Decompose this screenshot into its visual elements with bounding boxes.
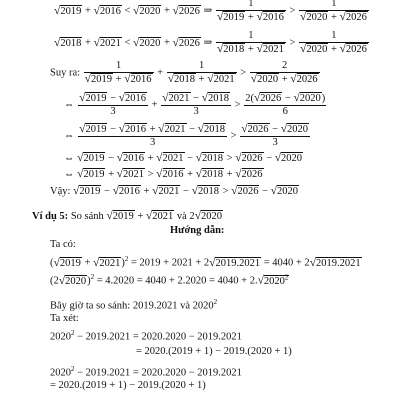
guide-heading: Hướng dẫn: — [170, 225, 225, 236]
math-line: Suy ra: $\frac{1}{√2019 + √2016}$ + $\frac{1}{√2018 + √2021}$ > $\frac{2}{√2020 + √2026}$ — [50, 60, 318, 86]
math-line: ⇔ $\frac{√2019 - √2016 + √2021 - √2018}{3}$ > $\frac{√2026 - √2020}{3}$ — [64, 123, 309, 149]
math-line: $2020^2 - 2019.2021 = 2020.2020 - 2019.2021$ — [50, 329, 242, 343]
math-line: √2019 + √2016 < √2020 + √2026 ⇒ $\frac{1}{√2019 + √2016}$ > $\frac{1}{√2020 + √2026}$ — [54, 0, 367, 24]
math-line: √2018 + √2021 < √2020 + √2026 ⇒ $\frac{1}{√2018 + √2021}$ > $\frac{1}{√2020 + √2026}$ — [54, 30, 367, 56]
math-line: = 2020.(2019 + 1) − 2019.(2020 + 1) — [50, 380, 206, 391]
math-line: $(√2019 + √2021)^2 = 2019 + 2021 + 2√2019.2021 = 4040 + 2√2019.2021$ — [50, 255, 361, 269]
text-line: Bây giờ ta so sánh: 2019.2021 và 2020$^2$ — [50, 298, 218, 312]
math-line: $2020^2 - 2019.2021 = 2020.2020 - 2019.2021$ — [50, 365, 242, 379]
text-line: Ta có: — [50, 239, 76, 250]
math-line: = 2020.(2019 + 1) − 2019.(2020 + 1) — [136, 346, 292, 357]
example-heading: Ví dụ 5: So sánh √2019 + √2021 và 2√2020 — [32, 210, 223, 222]
math-line: ⇔ $\frac{√2019 - √2016}{3}$ + $\frac{√2021 - √2018}{3}$ > $\frac{2(√2026 - √2020)}{6}$ — [64, 92, 326, 118]
math-line: $(2√2020)^2 = 4.2020 = 4040 + 2.2020 = 4040 + 2.√2020^2$ — [50, 273, 289, 287]
math-line: Vậy: √2019 − √2016 + √2021 − √2018 > √2026 − √2020 — [50, 185, 298, 197]
math-line: ⇔ √2019 + √2021 > √2016 + √2018 + √2026 — [64, 168, 263, 180]
math-line: ⇔ √2019 − √2016 + √2021 − √2018 > √2026 − √2020 — [64, 152, 303, 164]
text-line: Ta xét: — [50, 313, 79, 324]
